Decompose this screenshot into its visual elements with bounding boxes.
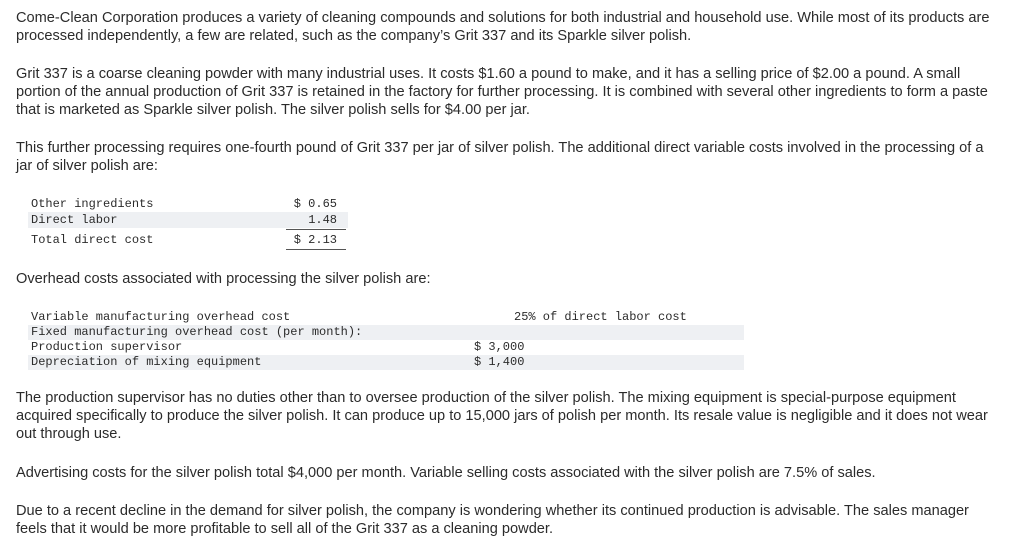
intro-paragraph: Come-Clean Corporation produces a variety of cleaning compounds and solutions for both industrial and household use. While most of its products are processed independently, a few are related, such as the company’s Grit 337 and its Sparkle silver polish. xyxy=(16,10,990,44)
row-value: 25% of direct labor cost xyxy=(514,310,687,324)
table-row xyxy=(28,212,348,228)
advertising-paragraph: Advertising costs for the silver polish total $4,000 per month. Variable selling costs associated with the silver polish are 7.5% of sales. xyxy=(16,465,876,481)
overhead-paragraph: Overhead costs associated with processing the silver polish are: xyxy=(16,271,431,287)
further-processing-paragraph: This further processing requires one-fourth pound of Grit 337 per jar of silver polish. The additional direct variable costs involved in the processing of a jar of silver polish are: xyxy=(16,140,984,174)
row-label: Other ingredients xyxy=(31,197,154,211)
table-row xyxy=(28,310,744,325)
row-label: Variable manufacturing overhead cost xyxy=(31,310,291,324)
overhead-cost-table xyxy=(28,310,744,370)
row-value: $ 0.65 xyxy=(293,197,337,211)
row-value: $ 3,000 xyxy=(474,340,525,354)
row-value: 1.48 xyxy=(308,213,337,227)
row-label: Direct labor xyxy=(31,213,118,227)
supervisor-paragraph: The production supervisor has no duties other than to oversee production of the silver polish. The mixing equipment is special-purpose equipment acquired specifically to produce the silver polish. It can produce up to 15,000 jars of polish per month. Its resale value is negligible and it does not wear out through use. xyxy=(16,390,988,442)
decline-paragraph: Due to a recent decline in the demand for silver polish, the company is wondering whether its continued production is advisable. The sales manager feels that it would be more profitable to sell all of the Grit 337 as a cleaning powder. xyxy=(16,503,969,537)
total-row xyxy=(28,232,348,248)
table-row xyxy=(28,325,744,340)
total-underline xyxy=(286,249,346,250)
sum-underline xyxy=(286,229,346,230)
table-row xyxy=(28,340,744,355)
total-label: Total direct cost xyxy=(31,233,154,247)
direct-cost-table xyxy=(28,196,348,248)
row-label: Production supervisor xyxy=(31,340,183,354)
table-row xyxy=(28,196,348,212)
total-value: $ 2.13 xyxy=(293,233,337,247)
row-value: $ 1,400 xyxy=(474,355,525,369)
grit-paragraph: Grit 337 is a coarse cleaning powder with many industrial uses. It costs $1.60 a pound to make, and it has a selling price of $2.00 a pound. A small portion of the annual production of Grit 337 is retained in the factory for further processing. It is combined with several other ingredients to form a paste that is marketed as Sparkle silver polish. The silver polish sells for $4.00 per jar. xyxy=(16,66,988,118)
row-label: Depreciation of mixing equipment xyxy=(31,355,262,369)
row-label: Fixed manufacturing overhead cost (per month): xyxy=(31,325,363,339)
table-row xyxy=(28,355,744,370)
